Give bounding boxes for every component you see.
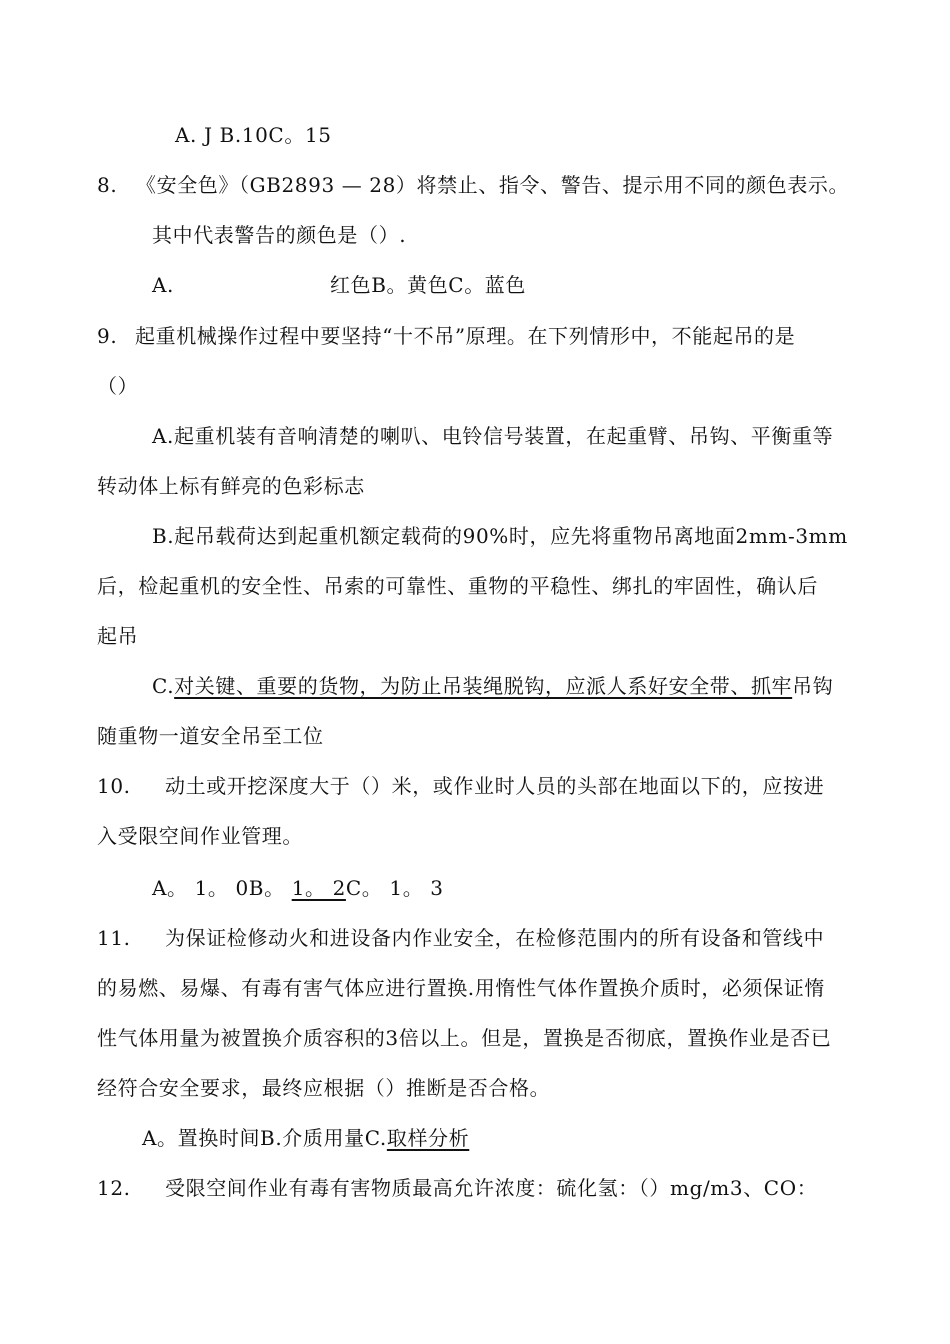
- q9-option-c-line-2: 随重物一道安全吊至工位: [97, 724, 324, 748]
- q10-line-2: 入受限空间作业管理。: [97, 824, 303, 848]
- q8-number: 8.: [97, 173, 118, 197]
- q9-option-a-line-1: A.起重机装有音响清楚的喇叭、电铃信号装置，在起重臂、吊钩、平衡重等: [152, 424, 834, 448]
- q9-option-b-line-3: 起吊: [97, 624, 139, 648]
- q11-line-4: 经符合安全要求，最终应根据（）推断是否合格。: [97, 1076, 551, 1100]
- q9-option-c-suffix: 吊钩: [792, 674, 834, 698]
- q10-option-a: A。 1。 0B。: [152, 876, 285, 900]
- q11-line-3: 性气体用量为被置换介质容积的3倍以上。但是，置换是否彻底，置换作业是否已: [97, 1026, 832, 1050]
- q12-line-1: 受限空间作业有毒有害物质最高允许浓度：硫化氢：（）mg/m3、CO：: [165, 1176, 818, 1200]
- q10-option-b-underlined-answer: 1。 2: [291, 876, 346, 900]
- q9-option-b-line-2: 后，检起重机的安全性、吊索的可靠性、重物的平稳性、绑扎的牢固性，确认后: [97, 574, 818, 598]
- q9-option-b-line-1: B.起吊载荷达到起重机额定载荷的90%时，应先将重物吊离地面2mm-3mm: [152, 524, 848, 548]
- q11-option-c-underlined-answer: 取样分析: [386, 1126, 470, 1150]
- q8-line-1: 《安全色》（GB2893 — 28）将禁止、指令、警告、提示用不同的颜色表示。: [136, 173, 850, 197]
- q11-options: [142, 1124, 469, 1152]
- q9-option-c-underlined-answer: 对关键、重要的货物，为防止吊装绳脱钩，应派人系好安全带、抓牢: [174, 674, 793, 698]
- q9-line-2: （）: [97, 374, 139, 398]
- q9-number: 9.: [97, 324, 118, 348]
- q10-options: [152, 874, 444, 902]
- q9-option-c-prefix: C.: [152, 674, 175, 698]
- q10-option-c: C。 1。 3: [345, 876, 444, 900]
- q8-option-a: A.: [152, 273, 175, 297]
- q9-option-c-line-1: [152, 672, 833, 700]
- q11-line-1: 为保证检修动火和进设备内作业安全，在检修范围内的所有设备和管线中: [165, 926, 825, 950]
- q11-number: 11.: [97, 926, 131, 950]
- q10-line-1: 动土或开挖深度大于（）米，或作业时人员的头部在地面以下的，应按进: [165, 774, 825, 798]
- q8-line-2: 其中代表警告的颜色是（）.: [152, 223, 407, 247]
- q10-number: 10.: [97, 774, 131, 798]
- q9-line-1: 起重机械操作过程中要坚持“十不吊”原理。在下列情形中，不能起吊的是: [135, 324, 796, 348]
- q7-options: A. J B.10C。15: [175, 123, 332, 147]
- q11-options-ab: A。置换时间B.介质用量C.: [142, 1126, 387, 1150]
- q12-number: 12.: [97, 1176, 131, 1200]
- q9-option-a-line-2: 转动体上标有鲜亮的色彩标志: [97, 474, 365, 498]
- q11-line-2: 的易燃、易爆、有毒有害气体应进行置换.用惰性气体作置换介质时，必须保证惰: [97, 976, 825, 1000]
- q8-options-rest: 红色B。黄色C。蓝色: [330, 273, 526, 297]
